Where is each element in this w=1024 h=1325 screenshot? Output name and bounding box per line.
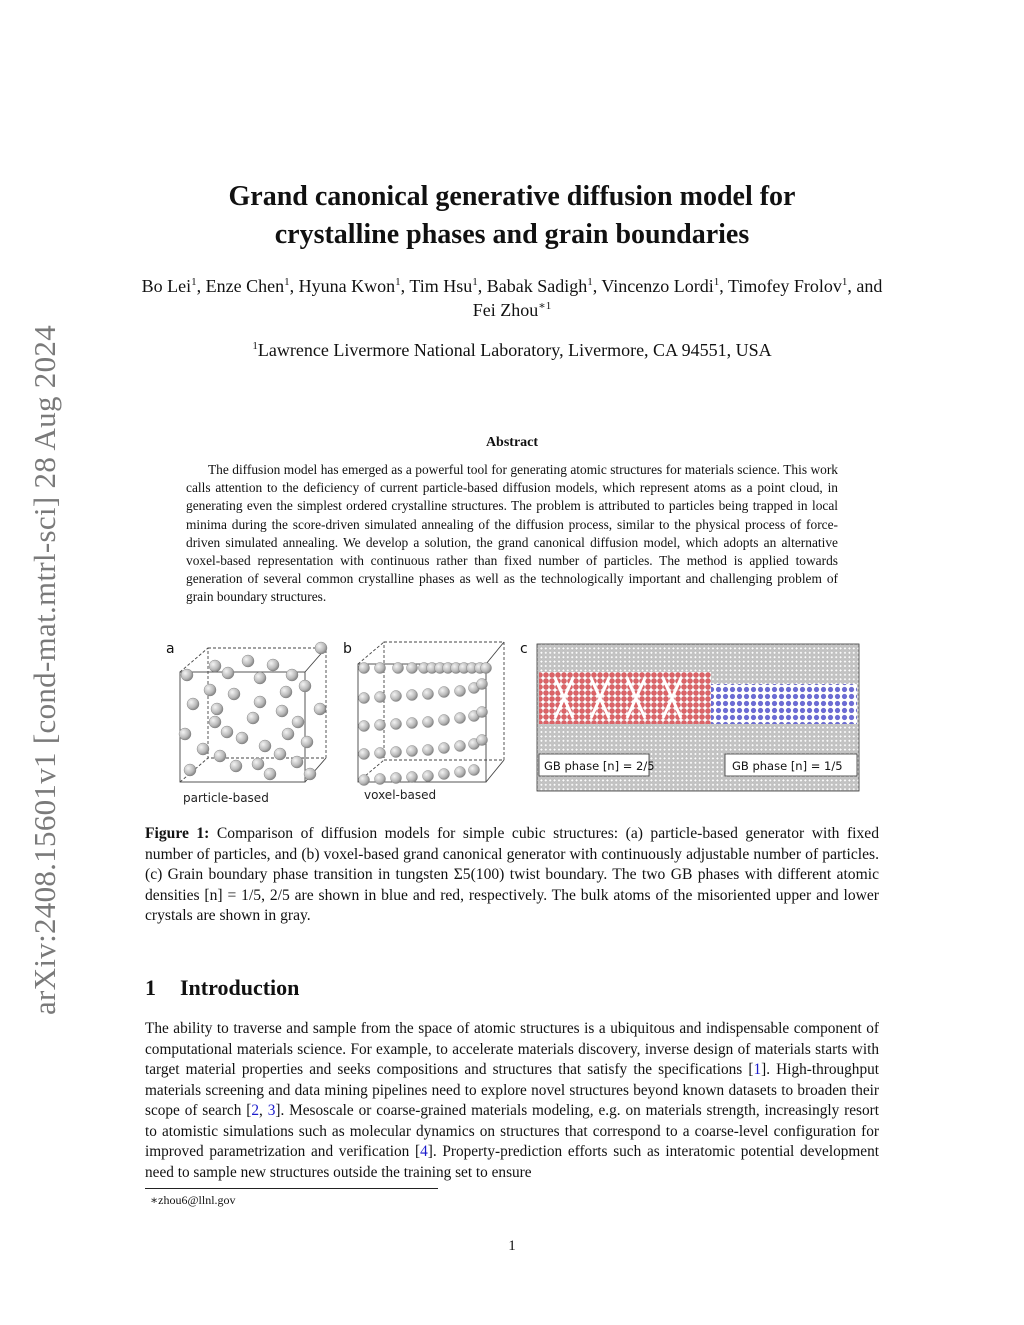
figure-panel-b [340,634,510,811]
citation-link[interactable]: 2 [251,1102,259,1119]
ordered-particles [359,663,492,786]
gb-phase-blue [711,684,857,724]
title-line-1: Grand canonical generative diffusion model for [228,181,796,212]
section-title: Introduction [180,975,300,1000]
caption-text: Comparison of diffusion models for simple cubic structures: (a) particle-based generator with fixed number of particles, and (b) voxel-based grand canonical generator with continuously adjustable number of particles. (c) Grain boundary phase transition in tungsten Σ5(100) twist boundary. The two GB phases with different atomic densities [n] = 1/5, 2/5 are shown in blue and red, respectively. The bulk atoms of the misoriented upper and lower crystals are shown in gray. [145,825,879,924]
author: Hyuna Kwon [298,276,396,296]
section-number: 1 [145,975,156,1000]
figure-caption [145,824,879,927]
author: Tim Hsu [409,276,473,296]
abstract-heading: Abstract [485,435,539,450]
particle-based-cube [160,634,340,806]
grain-boundary-slab [515,634,865,796]
author: Enze Chen [205,276,285,296]
author: Bo Lei [141,276,192,296]
panel-b-label: voxel-based [364,788,437,802]
panel-letter-b: b [343,641,352,657]
author-list: Bo Lei$^1$, Enze Chen$^1$, Hyuna Kwon$^1$, Tim Hsu$^1$, Babak Sadigh$^1$, Vincenzo Lordi$^1$, Timofey Frolov$^1$, and Fei Zhou$^{∗1}$ [141,276,883,320]
footnote: ∗zhou6@llnl.gov [150,1193,236,1207]
paper-title [160,178,864,254]
panel-a-label: particle-based [183,791,269,805]
author: Fei Zhou [472,300,539,320]
citation-link[interactable]: 3 [267,1102,276,1119]
abstract-text: The diffusion model has emerged as a powerful tool for generating atomic structures for materials science. This work calls attention to the deficiency of current particle-based diffusion models, which represent atoms as a point cloud, in generating even the simplest ordered crystalline structures. The problem is attributed to particles being trapped in local minima during the score-driven simulated annealing of the diffusion process, similar to the physical process of force-driven simulated annealing. We develop a solution, the grand canonical diffusion model, which adopts an alternative voxel-based representation with continuous rather than fixed number of particles. The method is applied towards generation of several common crystalline phases as well as the technologically important and challenging problem of grain boundary structures. [186,462,838,605]
footnote-rule [145,1188,438,1189]
citation-link[interactable]: 4 [420,1143,428,1160]
author: Vincenzo Lordi [601,276,714,296]
figure-panel-a [160,634,340,811]
affiliation: $^1$Lawrence Livermore National Laboratory, Livermore, CA 94551, USA [252,340,772,360]
section-heading [145,975,299,1001]
page-number: 1 [508,1238,516,1254]
panel-letter-c: c [520,641,528,657]
intro-paragraph: The ability to traverse and sample from the space of atomic structures is a ubiquitous and indispensable component of computational materials science. For example, to accelerate materials discovery, inverse design of materials starts with target material properties and seeks compositions and structures that satisfy the specifications [1]. High-throughput materials screening and data mining pipelines need to explore novel structures beyond known datasets to broaden their scope of search [2, 3]. Mesoscale or coarse-grained materials modeling, e.g. on materials strength, increasingly resort to atomistic simulations such as molecular dynamics on structures that correspond to a coarse-level configuration for improved parametrization and verification [4]. Property-prediction efforts such as interatomic potential development need to sample new structures outside the training set to ensure [145,1020,879,1181]
citation-link[interactable]: 1 [753,1061,762,1078]
figure-panel-c [515,634,865,801]
gb-label-left: GB phase [n] = 2/5 [544,759,655,773]
voxel-based-cube [340,634,510,806]
panel-letter-a: a [166,641,175,657]
gb-label-right: GB phase [n] = 1/5 [732,759,843,773]
author: Timofey Frolov [727,276,842,296]
caption-label: Figure 1: [145,825,210,842]
author: Babak Sadigh [486,276,588,296]
arxiv-identifier: arXiv:2408.15601v1 [cond-mat.mtrl-sci] 28 Aug 2024 [27,324,62,1016]
title-line-2: crystalline phases and grain boundaries [274,219,750,250]
